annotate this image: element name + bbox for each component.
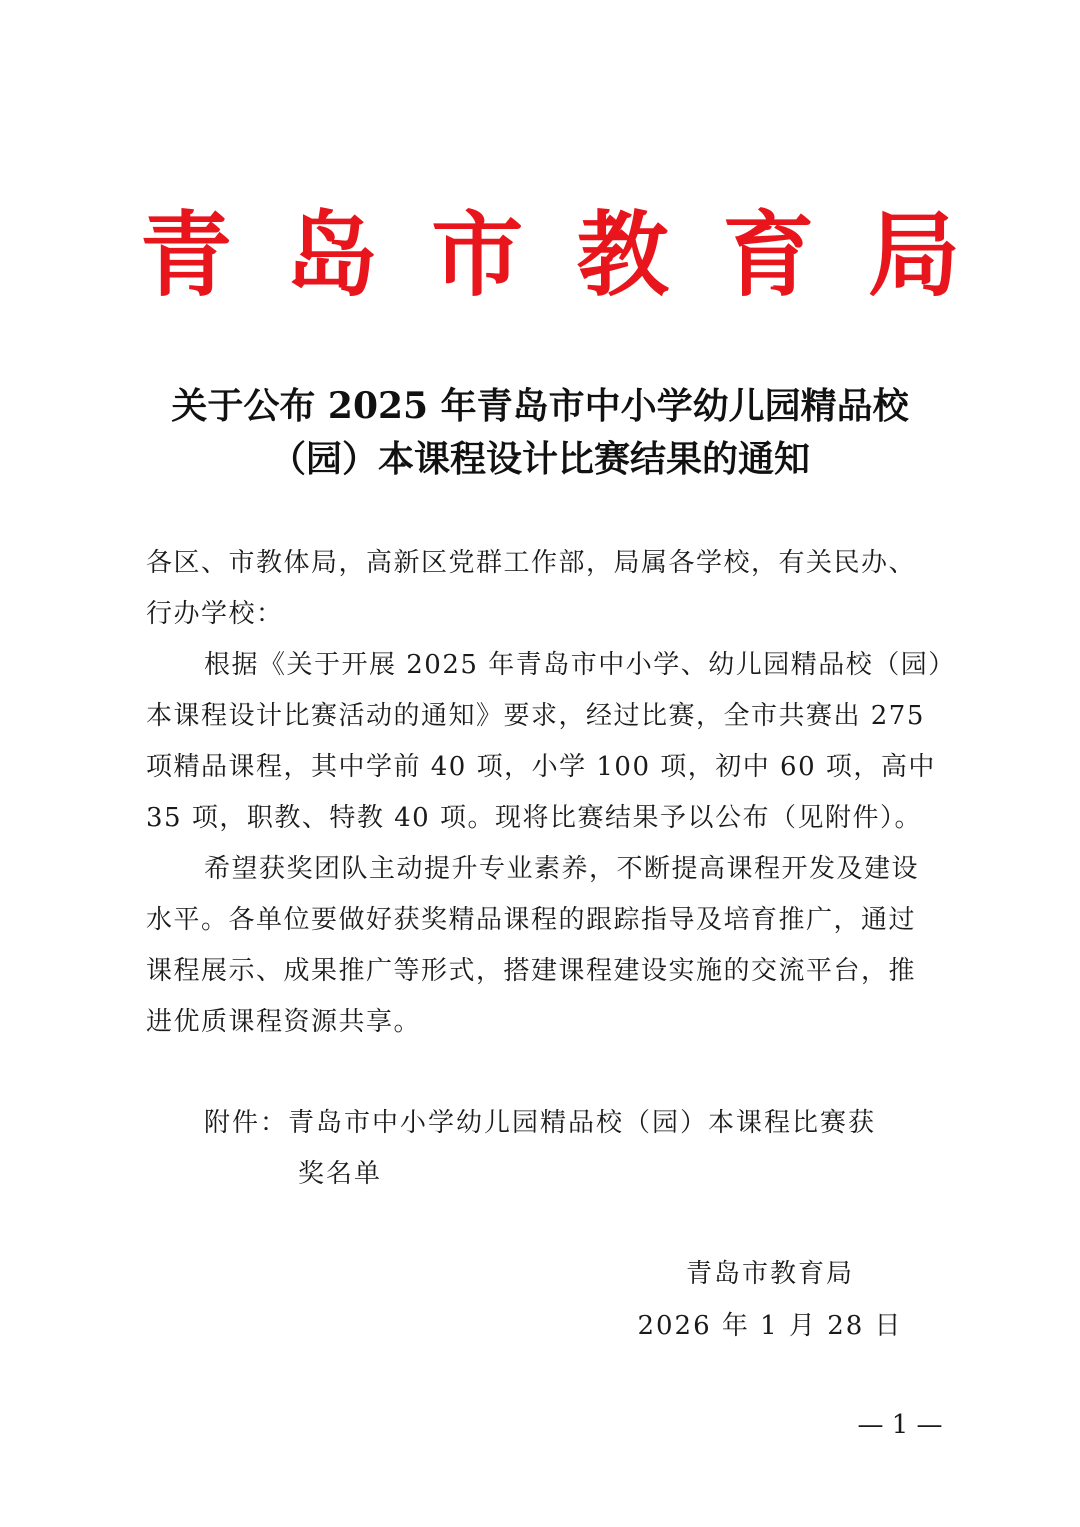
document-title bbox=[130, 380, 950, 486]
masthead-red-header bbox=[140, 195, 960, 315]
masthead-char: 教 bbox=[576, 201, 669, 309]
issue-date: 2026 年 1 月 28 日 bbox=[637, 1311, 903, 1341]
masthead-char: 岛 bbox=[285, 201, 378, 309]
paragraph-2-line: 希望获奖团队主动提升专业素养，不断提高课程开发及建设 bbox=[204, 854, 920, 884]
paragraph-1-line: 根据《关于开展 2025 年青岛市中小学、幼儿园精品校（园） bbox=[204, 650, 956, 680]
paragraph-1-line: 本课程设计比赛活动的通知》要求，经过比赛，全市共赛出 275 bbox=[146, 701, 925, 731]
paragraph-2-line: 课程展示、成果推广等形式，搭建课程建设实施的交流平台，推 bbox=[146, 956, 917, 986]
addressees-line: 行办学校： bbox=[146, 599, 284, 629]
addressees-line: 各区、市教体局，高新区党群工作部，局属各学校，有关民办、 bbox=[146, 548, 917, 578]
title-line-2: （园）本课程设计比赛结果的通知 bbox=[269, 438, 810, 480]
page-number: — 1 — bbox=[857, 1410, 943, 1440]
paragraph-1-line: 项精品课程，其中学前 40 项，小学 100 项，初中 60 项，高中 bbox=[146, 752, 936, 782]
issuer-name: 青岛市教育局 bbox=[685, 1259, 854, 1289]
paragraph-2-line: 水平。各单位要做好获奖精品课程的跟踪指导及培育推广，通过 bbox=[146, 905, 917, 935]
attachment-line: 附件：青岛市中小学幼儿园精品校（园）本课程比赛获 bbox=[204, 1108, 877, 1138]
signature-block bbox=[620, 1248, 920, 1352]
masthead-char: 市 bbox=[431, 201, 524, 309]
attachment-line: 奖名单 bbox=[298, 1159, 383, 1189]
paragraph-2-line: 进优质课程资源共享。 bbox=[146, 1007, 422, 1037]
title-line-1: 关于公布 2025 年青岛市中小学幼儿园精品校 bbox=[171, 385, 909, 427]
paragraph-1-line: 35 项，职教、特教 40 项。现将比赛结果予以公布（见附件）。 bbox=[146, 803, 922, 833]
attachment-note bbox=[204, 1098, 944, 1200]
document-body bbox=[146, 538, 956, 1048]
masthead-char: 局 bbox=[867, 201, 960, 309]
masthead-char: 育 bbox=[722, 201, 815, 309]
masthead-char: 青 bbox=[140, 201, 233, 309]
